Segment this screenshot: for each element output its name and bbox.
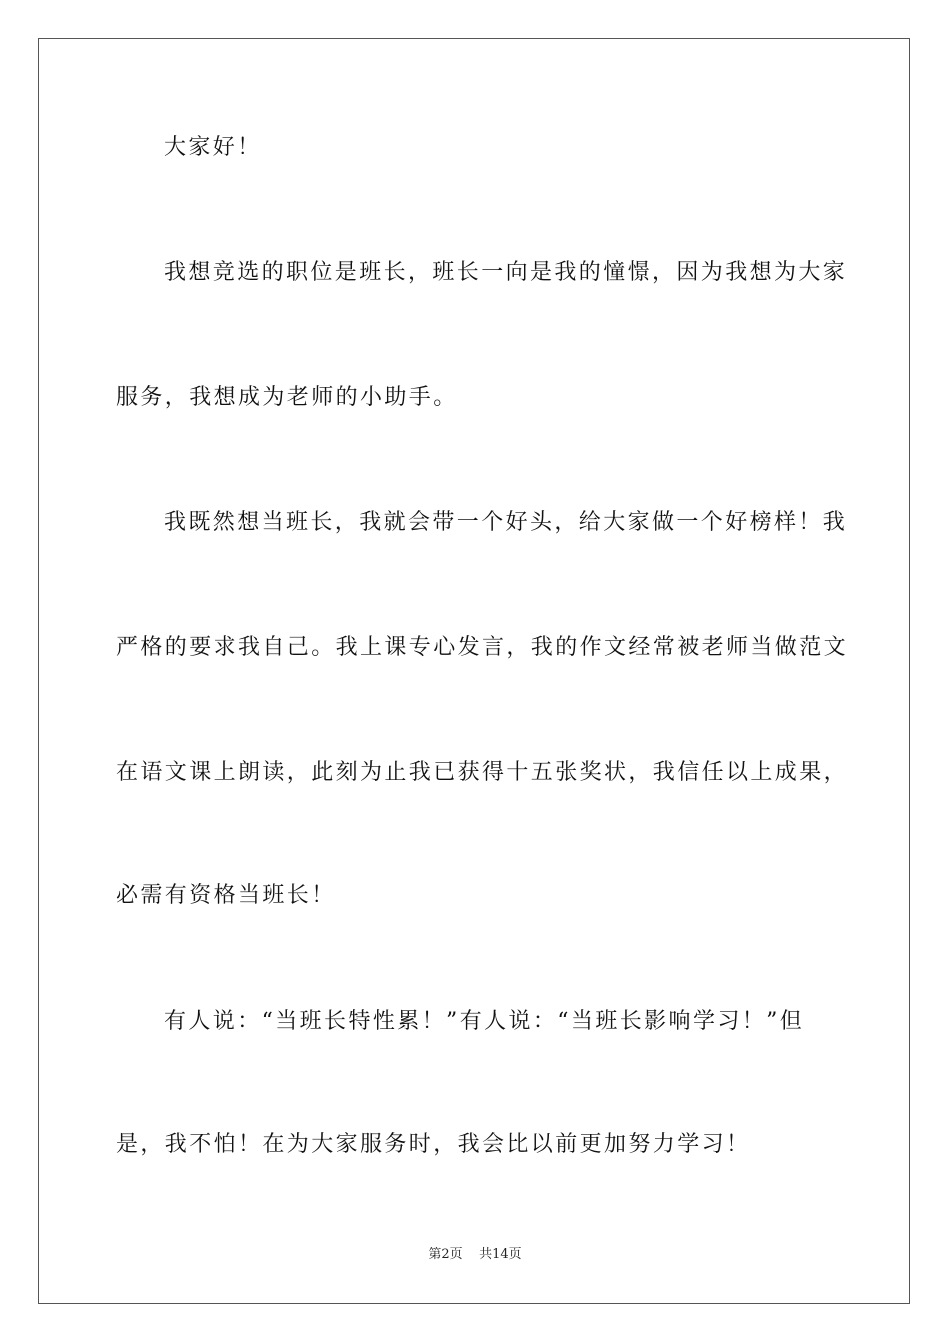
page-border [38, 38, 910, 1304]
total-pages-label: 共14页 [479, 1247, 522, 1262]
page-label: 第2页 [428, 1247, 463, 1262]
text-line: 是，我不怕！在为大家服务时，我会比以前更加努力学习！ [116, 1132, 751, 1157]
text-line: 服务，我想成为老师的小助手。 [116, 385, 458, 410]
text-line: 我既然想当班长，我就会带一个好头，给大家做一个好榜样！我 [164, 510, 848, 535]
text-line: 在语文课上朗读，此刻为止我已获得十五张奖状，我信任以上成果， [116, 760, 849, 785]
page-number-footer [0, 1247, 950, 1263]
text-line: 有人说：“当班长特性累！”有人说：“当班长影响学习！”但 [164, 1009, 805, 1034]
text-line: 严格的要求我自己。我上课专心发言，我的作文经常被老师当做范文 [116, 635, 849, 660]
text-line: 必需有资格当班长！ [116, 883, 336, 908]
text-line: 我想竞选的职位是班长，班长一向是我的憧憬，因为我想为大家 [164, 260, 848, 285]
text-line-greeting: 大家好！ [164, 135, 262, 160]
